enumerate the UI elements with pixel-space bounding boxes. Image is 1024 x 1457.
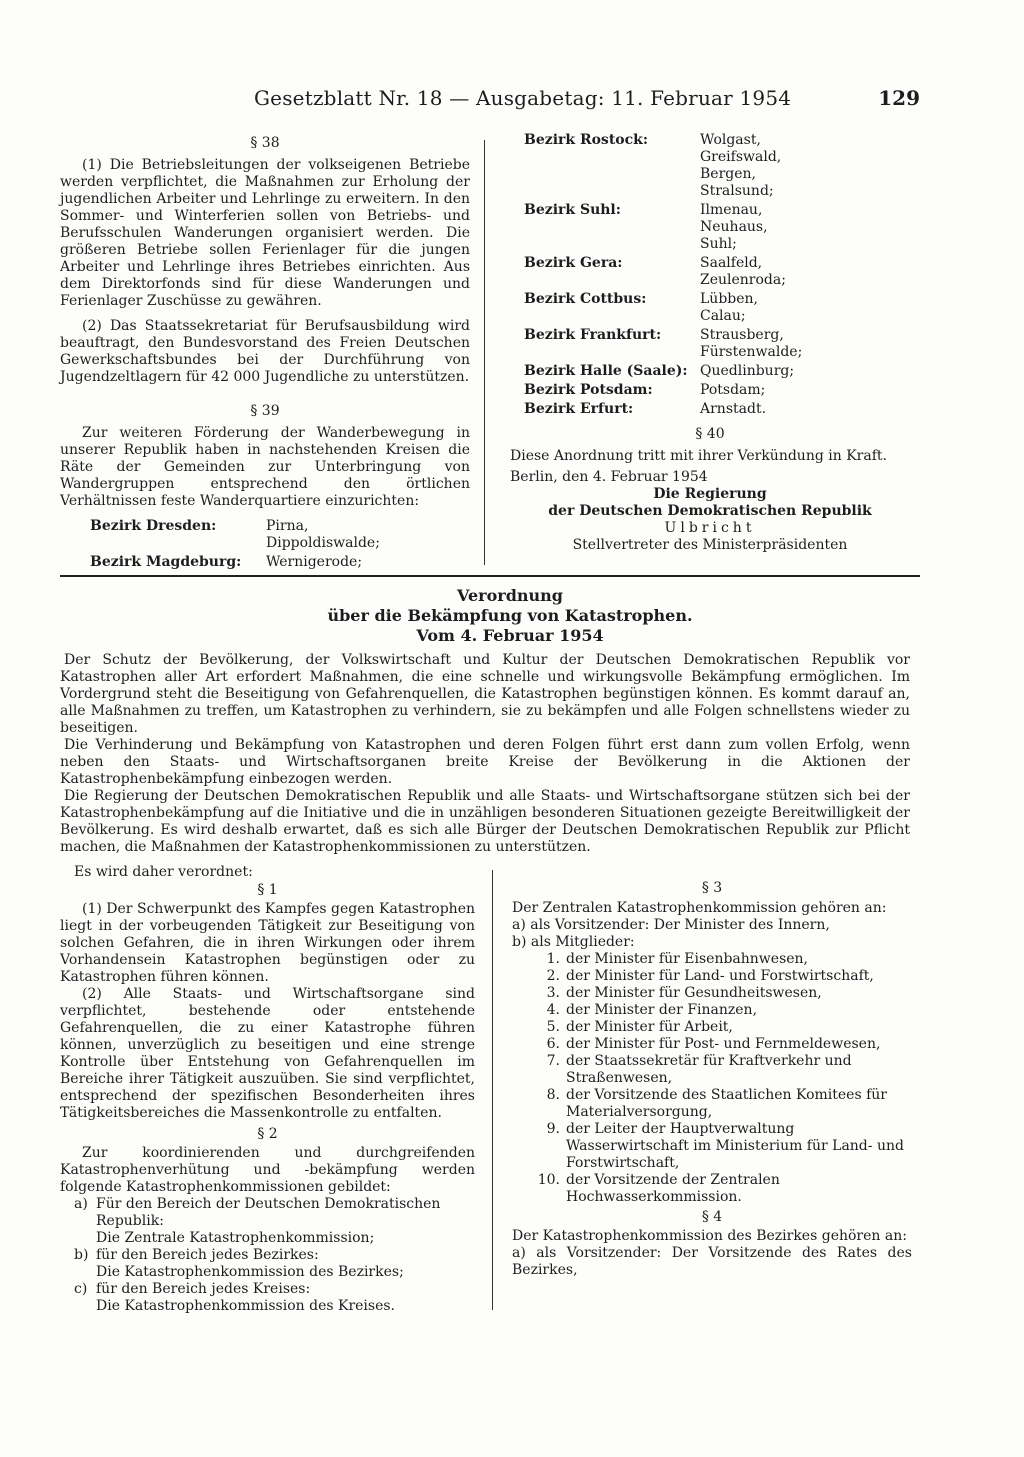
- preamble-paragraph: Die Verhinderung und Bekämpfung von Katastrophen und deren Folgen führt erst dann zum vollen Erfolg, wenn neben den Staats- und Wirtschaftsorganen breite Kreise der Bevölkerung in die Aktionen der Katastrophenbekämpfung einbezogen werden.: [60, 737, 910, 787]
- bezirk-places: Potsdam;: [700, 382, 766, 398]
- preamble-paragraph: Die Regierung der Deutschen Demokratischen Republik und alle Staats- und Wirtschaftsorgane stützen sich bei der Katastrophenbekämpfung auf die Initiative und die in unzähligen besonderen Situationen gezeigte Bereitwilligkeit der Bevölkerung. Es wird deshalb erwartet, daß es sich alle Bürger der Deutschen Demokratischen Republik zur Pflicht machen, die Maßnahmen der Katastrophenkommissionen zu unterstützen.: [60, 788, 910, 855]
- signature-line-2: der Deutschen Demokratischen Republik: [548, 503, 872, 519]
- decree-date: Vom 4. Februar 1954: [416, 626, 604, 645]
- bezirk-entry: [90, 518, 470, 552]
- left-top-column: [60, 132, 470, 571]
- list-text: [96, 1281, 475, 1315]
- section-1-paragraph-2: (2) Alle Staats- und Wirtschaftsorgane sind verpflichtet, bestehende oder entstehende Gefahrenquellen, die zu einer Katastrophe führen können, unverzüglich zu beseitigen und eine strenge Kontrolle über Entstehung von Gefahrenquellen im Bereiche ihrer Tätigkeit auszuüben. Sie sind verpflichtet, entsprechend der spezifischen Besonderheiten ihres Tätigkeitsbereiches die Massenkontrolle zu entfalten.: [60, 986, 475, 1121]
- section-3-heading: § 3: [701, 880, 723, 896]
- bezirk-places: Saalfeld, Zeulenroda;: [700, 255, 786, 288]
- commission-list-item: [74, 1196, 475, 1247]
- signature-line-1: Die Regierung: [653, 486, 767, 502]
- signer-title: Stellvertreter des Ministerpräsidenten: [572, 537, 848, 553]
- member-item: [534, 1121, 912, 1172]
- section-38-paragraph-2: (2) Das Staatssekretariat für Berufsausbildung wird beauftragt, den Bundesvorstand des Freien Deutschen Gewerkschaftsbundes bei der Durchführung von Jugendzeltlagern für 42 000 Jugendliche zu unterstützen.: [60, 318, 470, 385]
- list-line-2: Die Katastrophenkommission des Bezirkes;: [96, 1264, 404, 1280]
- decree-preamble: [60, 652, 910, 856]
- member-number: 9.: [546, 1121, 560, 1137]
- bezirk-name: Bezirk Potsdam:: [524, 382, 653, 398]
- member-text: der Minister für Gesundheitswesen,: [566, 985, 822, 1001]
- list-line-1: für den Bereich jedes Bezirkes:: [96, 1247, 319, 1263]
- bezirk-entry: [524, 255, 910, 289]
- column-divider-top: [484, 140, 485, 565]
- decree-title: Verordnung: [457, 586, 563, 605]
- page-header: [60, 86, 920, 114]
- section-39-paragraph: Zur weiteren Förderung der Wanderbewegung in unserer Republik haben in nachstehenden Kreisen die Räte der Gemeinden zur Unterbringung von Wandergruppen entsprechend den örtlichen Verhältnissen feste Wanderquartiere einzurichten:: [60, 425, 470, 509]
- member-text: der Minister für Arbeit,: [566, 1019, 733, 1035]
- bezirk-name: Bezirk Halle (Saale):: [524, 363, 688, 379]
- right-bottom-column: [512, 880, 912, 1279]
- preamble-paragraph: Der Schutz der Bevölkerung, der Volkswirtschaft und Kultur der Deutschen Demokratischen Republik vor Katastrophen aller Art erfordert Maßnahmen, die eine schnelle und wirkungsvolle Bekämpfung ermöglichen. Im Vordergrund steht die Beseitigung von Gefahrenquellen, die Katastrophen begünstigen können. Es kommt darauf an, alle Maßnahmen zu treffen, um Katastrophen zu verhindern, sie zu bekämpfen und alle Folgen schnellstens wieder zu beseitigen.: [60, 652, 910, 736]
- list-label: b): [74, 1247, 89, 1263]
- column-divider-bottom: [492, 870, 493, 1310]
- member-item: [534, 1053, 912, 1087]
- bezirk-places: Wolgast, Greifswald, Bergen, Stralsund;: [700, 132, 782, 199]
- member-text: der Minister für Eisenbahnwesen,: [566, 951, 809, 967]
- bezirk-places: Pirna, Dippoldiswalde;: [266, 518, 380, 551]
- signer-name: Ulbricht: [664, 520, 756, 536]
- member-number: 5.: [546, 1019, 560, 1035]
- member-item: [534, 1019, 912, 1036]
- member-item: [534, 968, 912, 985]
- left-bottom-column: [60, 864, 475, 1315]
- member-number: 10.: [537, 1172, 560, 1188]
- commission-list-item: [74, 1281, 475, 1315]
- bezirk-places: Arnstadt.: [700, 401, 767, 417]
- member-item: [534, 1036, 912, 1053]
- member-text: der Minister für Post- und Fernmeldewesen,: [566, 1036, 881, 1052]
- member-text: der Vorsitzende der Zentralen Hochwasserkommission.: [566, 1172, 780, 1205]
- bezirk-name: Bezirk Dresden:: [90, 518, 217, 534]
- section-38-paragraph-1: (1) Die Betriebsleitungen der volkseigenen Betriebe werden verpflichtet, die Maßnahmen zur Erholung der jugendlichen Arbeiter und Lehrlinge zu erweitern. In den Sommer- und Winterferien sollen von Betriebs- und Berufsschulen Wanderungen organisiert werden. Die größeren Betriebe sollen Ferienlager für die jungen Arbeiter und Lehrlinge ihres Betriebes einrichten. Aus dem Direktorfonds sind für diese Wanderungen und Ferienlager Zuschüsse zu gewähren.: [60, 157, 470, 309]
- list-label: a): [74, 1196, 88, 1212]
- page-number: 129: [878, 86, 920, 110]
- member-number: 7.: [546, 1053, 560, 1069]
- section-1-paragraph-1: (1) Der Schwerpunkt des Kampfes gegen Katastrophen liegt in der vorbeugenden Tätigkeit zur Beseitigung von solchen Gefahren, die in ihren Wirkungen oder ihrem Vorhandensein Katastrophen begünstigen oder zu Katastrophen führen können.: [60, 901, 475, 985]
- list-line-2: Die Katastrophenkommission des Kreises.: [96, 1298, 396, 1314]
- section-40-heading: § 40: [695, 426, 725, 442]
- list-label: c): [74, 1281, 88, 1297]
- member-text: der Staatssekretär für Kraftverkehr und Straßenwesen,: [566, 1053, 852, 1086]
- list-line-1: Für den Bereich der Deutschen Demokratischen Republik:: [96, 1196, 441, 1229]
- section-4-intro: Der Katastrophenkommission des Bezirkes gehören an:: [512, 1228, 907, 1244]
- section-3-chair: a) als Vorsitzender: Der Minister des Innern,: [512, 917, 830, 933]
- section-40-text: Diese Anordnung tritt mit ihrer Verkündung in Kraft.: [510, 448, 887, 464]
- bezirk-entry: [524, 132, 910, 200]
- bezirk-entry: [524, 363, 910, 380]
- section-1-heading: § 1: [257, 882, 278, 898]
- list-text: [96, 1196, 475, 1247]
- bezirk-entry: [90, 554, 470, 571]
- bezirk-name: Bezirk Magdeburg:: [90, 554, 242, 570]
- commission-list-item: [74, 1247, 475, 1281]
- member-number: 6.: [546, 1036, 560, 1052]
- member-item: [534, 951, 912, 968]
- section-2-heading: § 2: [257, 1126, 278, 1142]
- section-separator: [60, 575, 920, 577]
- section-38-heading: § 38: [250, 135, 280, 151]
- section-39-heading: § 39: [250, 403, 280, 419]
- bezirk-places: Lübben, Calau;: [700, 291, 758, 324]
- member-number: 8.: [546, 1087, 560, 1103]
- right-top-column: [510, 132, 910, 554]
- bezirk-name: Bezirk Gera:: [524, 255, 623, 271]
- section-3-intro: Der Zentralen Katastrophenkommission gehören an:: [512, 900, 887, 916]
- member-text: der Leiter der Hauptverwaltung Wasserwirtschaft im Ministerium für Land- und Forstwirtschaft,: [566, 1121, 904, 1171]
- member-item: [534, 1002, 912, 1019]
- section-3-members-label: b) als Mitglieder:: [512, 934, 635, 950]
- member-number: 3.: [546, 985, 560, 1001]
- list-line-2: Die Zentrale Katastrophenkommission;: [96, 1230, 375, 1246]
- header-title: Gesetzblatt Nr. 18 — Ausgabetag: 11. Februar 1954: [254, 86, 792, 110]
- bezirk-name: Bezirk Suhl:: [524, 202, 621, 218]
- member-item: [534, 1087, 912, 1121]
- decree-title-block: [60, 586, 960, 646]
- member-text: der Minister für Land- und Forstwirtschaft,: [566, 968, 874, 984]
- section-4-heading: § 4: [701, 1209, 723, 1225]
- decree-intro: Es wird daher verordnet:: [74, 864, 253, 880]
- bezirk-name: Bezirk Cottbus:: [524, 291, 647, 307]
- bezirk-places: Wernigerode;: [266, 554, 363, 570]
- list-text: [96, 1247, 475, 1281]
- bezirk-entry: [524, 401, 910, 418]
- bezirk-places: Ilmenau, Neuhaus, Suhl;: [700, 202, 768, 252]
- bezirk-name: Bezirk Rostock:: [524, 132, 649, 148]
- member-number: 4.: [546, 1002, 560, 1018]
- bezirk-name: Bezirk Frankfurt:: [524, 327, 662, 343]
- bezirk-name: Bezirk Erfurt:: [524, 401, 634, 417]
- member-number: 2.: [546, 968, 560, 984]
- member-text: der Minister der Finanzen,: [566, 1002, 758, 1018]
- decree-subtitle: über die Bekämpfung von Katastrophen.: [327, 606, 693, 625]
- bezirk-places: Quedlinburg;: [700, 363, 795, 379]
- bezirk-places: Strausberg, Fürstenwalde;: [700, 327, 803, 360]
- place-date: Berlin, den 4. Februar 1954: [510, 469, 708, 485]
- bezirk-entry: [524, 327, 910, 361]
- bezirk-entry: [524, 382, 910, 399]
- bezirk-entry: [524, 291, 910, 325]
- member-item: [534, 985, 912, 1002]
- member-text: der Vorsitzende des Staatlichen Komitees für Materialversorgung,: [566, 1087, 887, 1120]
- list-line-1: für den Bereich jedes Kreises:: [96, 1281, 311, 1297]
- section-4-chair: a) als Vorsitzender: Der Vorsitzende des Rates des Bezirkes,: [512, 1245, 912, 1278]
- member-number: 1.: [546, 951, 560, 967]
- bezirk-entry: [524, 202, 910, 253]
- member-item: [534, 1172, 912, 1206]
- section-2-paragraph: Zur koordinierenden und durchgreifenden Katastrophenverhütung und -bekämpfung werden folgende Katastrophenkommissionen gebildet:: [60, 1145, 475, 1195]
